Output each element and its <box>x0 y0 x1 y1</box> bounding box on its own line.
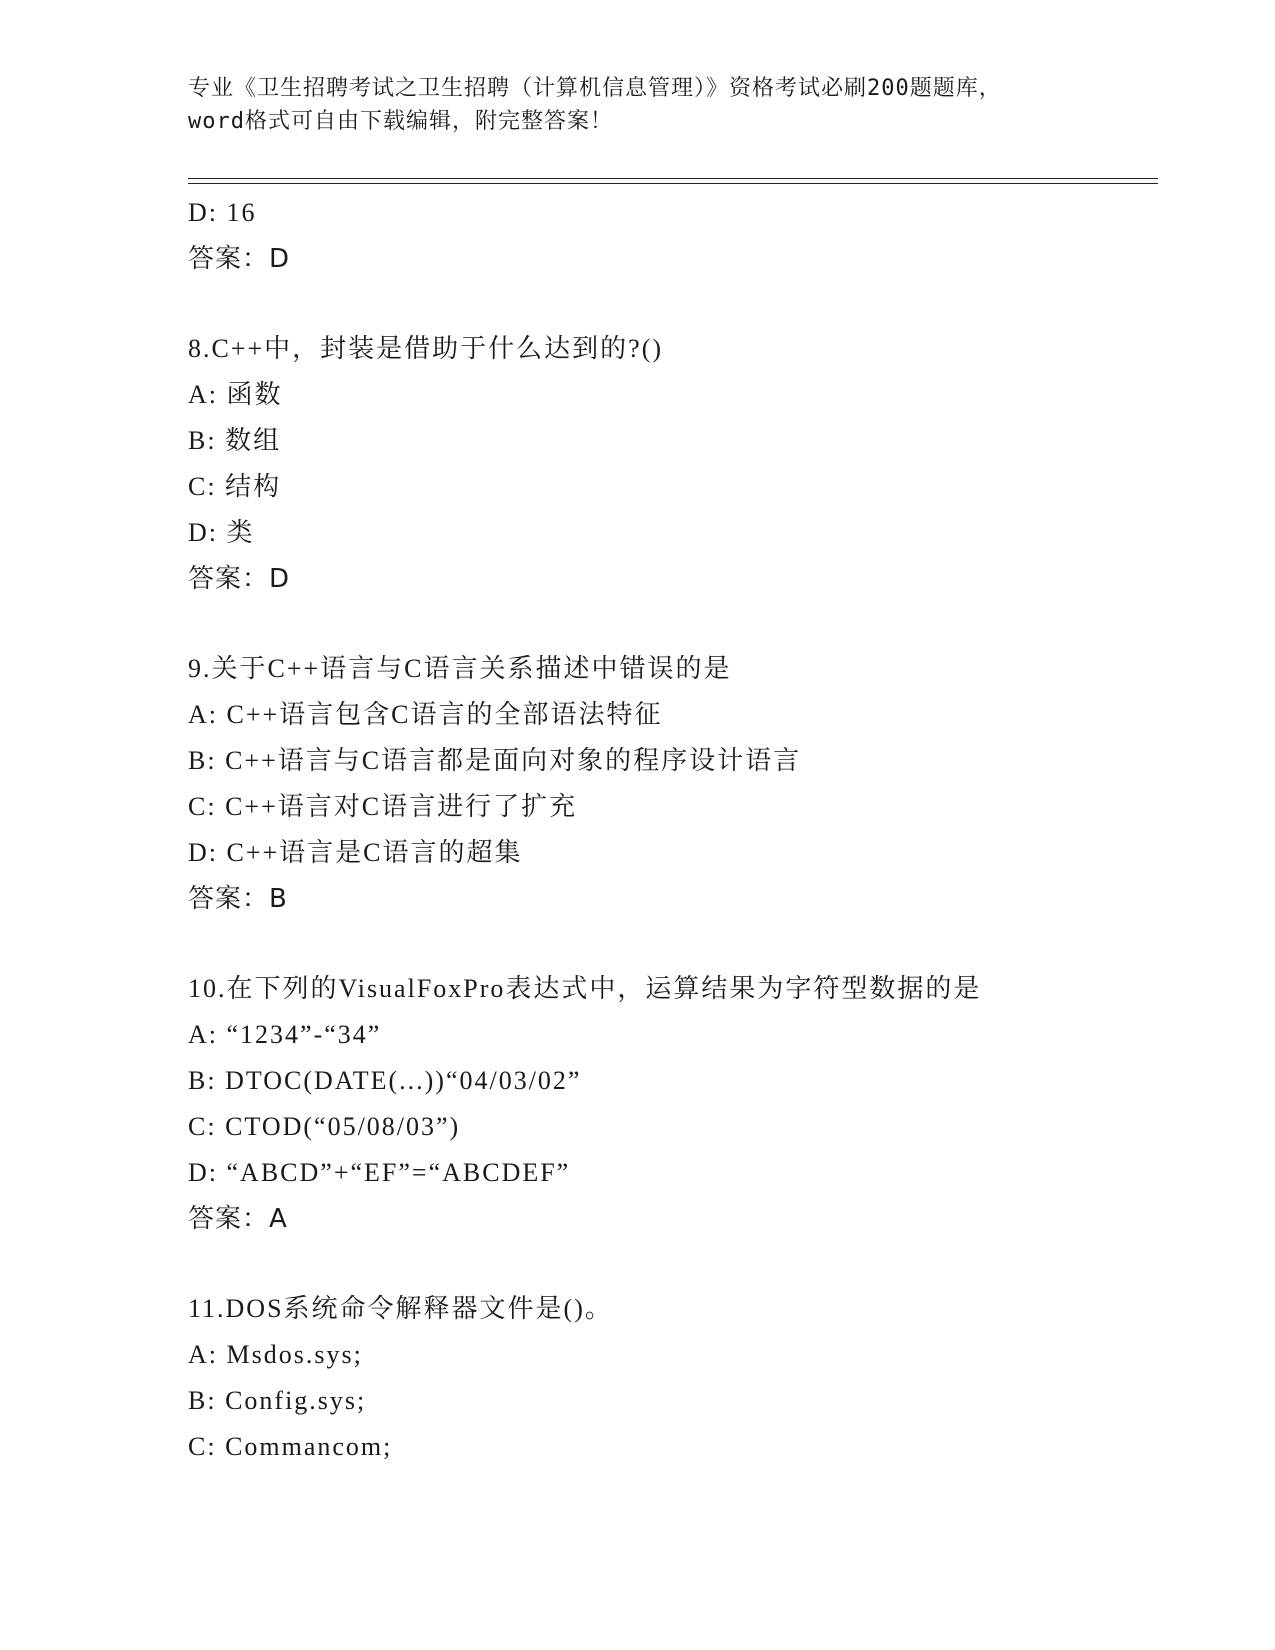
spacer <box>188 1242 1148 1286</box>
question-stem: 10.在下列的VisualFoxPro表达式中，运算结果为字符型数据的是 <box>188 974 982 1003</box>
question-8 <box>188 326 1148 602</box>
option-a: A: “1234”-“34” <box>188 1020 382 1049</box>
option-b: B: C++语言与C语言都是面向对象的程序设计语言 <box>188 746 802 775</box>
question-10 <box>188 966 1148 1242</box>
answer-line: 答案：A <box>188 1204 288 1234</box>
option-b: B: 数组 <box>188 426 282 455</box>
header-line-1: 专业《卫生招聘考试之卫生招聘（计算机信息管理）》资格考试必刷200题题库， <box>188 76 1002 101</box>
question-stem: 9.关于C++语言与C语言关系描述中错误的是 <box>188 654 732 683</box>
spacer <box>188 282 1148 326</box>
option-c: C: Commancom; <box>188 1432 393 1461</box>
option-d: D: 16 <box>188 198 257 227</box>
question-stem: 8.C++中，封装是借助于什么达到的?() <box>188 334 664 363</box>
document-body <box>188 190 1148 1470</box>
option-d: D: C++语言是C语言的超集 <box>188 838 523 867</box>
header-divider-bottom <box>188 183 1158 184</box>
answer-line: 答案：D <box>188 564 291 594</box>
option-d: D: “ABCD”+“EF”=“ABCDEF” <box>188 1158 571 1187</box>
document-header <box>188 72 1088 138</box>
header-line-2: word格式可自由下载编辑，附完整答案！ <box>188 109 613 134</box>
option-c: C: CTOD(“05/08/03”) <box>188 1112 461 1141</box>
question-stem: 11.DOS系统命令解释器文件是()。 <box>188 1294 613 1323</box>
option-b: B: DTOC(DATE(...))“04/03/02” <box>188 1066 582 1095</box>
previous-question-tail <box>188 190 1148 282</box>
answer-line: 答案：B <box>188 884 288 914</box>
option-a: A: Msdos.sys; <box>188 1340 363 1369</box>
spacer <box>188 922 1148 966</box>
option-d: D: 类 <box>188 518 255 547</box>
header-divider-top <box>188 178 1158 179</box>
question-9 <box>188 646 1148 922</box>
question-11 <box>188 1286 1148 1470</box>
option-c: C: C++语言对C语言进行了扩充 <box>188 792 578 821</box>
option-c: C: 结构 <box>188 472 282 501</box>
option-b: B: Config.sys; <box>188 1386 367 1415</box>
answer-line: 答案：D <box>188 244 291 274</box>
option-a: A: 函数 <box>188 380 283 409</box>
spacer <box>188 602 1148 646</box>
option-a: A: C++语言包含C语言的全部语法特征 <box>188 700 663 729</box>
